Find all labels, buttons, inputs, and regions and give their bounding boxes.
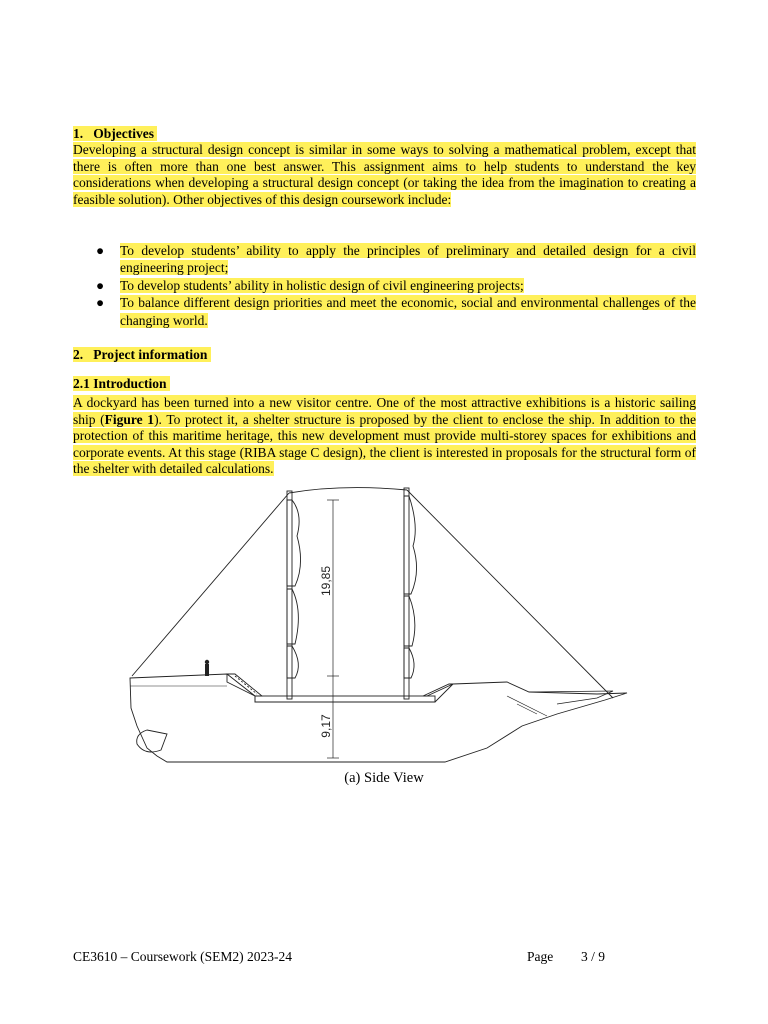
section-2-title: Project information — [93, 347, 208, 362]
objectives-list — [96, 242, 696, 329]
section-1-number: 1. — [73, 126, 84, 141]
footer-page-number: 3 / 9 — [581, 949, 606, 964]
sail — [287, 500, 301, 586]
intro-text-part2: ). To protect it, a shelter structure is proposed by the client to enclose the ship. In addition to the protection of this maritime heritage, this new development must provide multi-storey spaces for exhibitions and corporate events. At this stage (RIBA stage C design), the client is interested in proposals for the structural form of the shelter with detailed calculations. — [73, 411, 697, 477]
sail — [287, 646, 298, 678]
rigging-line — [407, 490, 613, 698]
section-1-heading — [73, 125, 157, 142]
rigging-line — [289, 488, 407, 493]
list-item-text: To develop students’ ability in holistic design of civil engineering projects; — [120, 277, 524, 293]
bullet-icon: ● — [96, 277, 105, 293]
section-2-heading — [73, 346, 211, 363]
objectives-text: Developing a structural design concept is similar in some ways to solving a mathematical problem, except that there is often more than one best answer. This assignment aims to help students to understand the key considerations when developing a structural design concept (or taking the idea from the imagination to creating a feasible solution). Other objectives of this design coursework include: — [73, 142, 696, 207]
rigging-line — [132, 493, 289, 676]
stair — [423, 684, 453, 696]
bullet-icon: ● — [96, 295, 105, 311]
bullet-icon: ● — [96, 243, 105, 258]
hull — [130, 674, 627, 762]
dimension-label-lower: 9,17 — [319, 714, 333, 738]
footer-course: CE3610 – Coursework (SEM2) 2023-24 — [73, 949, 292, 964]
dimension-label-upper: 19,85 — [319, 565, 333, 597]
section-2-number: 2. — [73, 347, 84, 362]
front-mast — [287, 491, 292, 699]
sail — [404, 496, 417, 594]
sail — [287, 589, 298, 644]
section-1-title: Objectives — [93, 126, 154, 141]
rear-mast — [404, 488, 409, 699]
figure-reference: Figure 1 — [104, 411, 155, 427]
list-item — [96, 294, 696, 329]
rudder — [137, 730, 167, 752]
person-figure — [205, 664, 209, 676]
ship-side-view-figure — [127, 486, 639, 768]
list-item-text: To balance different design priorities and meet the economic, social and environmental challenges of the changing world. — [120, 295, 696, 328]
intro-text-part1: A dockyard has been turned into a new visitor centre. One of the most attractive exhibitions is a historic sailing ship ( — [73, 395, 696, 427]
section-2-1-heading — [73, 375, 170, 392]
introduction-paragraph — [73, 395, 696, 478]
section-2-1-title: 2.1 Introduction — [73, 376, 167, 391]
list-item — [96, 277, 696, 294]
footer-page-label: Page — [527, 949, 554, 964]
list-item — [96, 242, 696, 277]
objectives-paragraph — [73, 142, 696, 208]
figure-caption: (a) Side View — [344, 770, 424, 786]
ship-drawing — [127, 486, 639, 768]
list-item-text: To develop students’ ability to apply the principles of preliminary and detailed design for a civil engineering project; — [120, 243, 696, 276]
